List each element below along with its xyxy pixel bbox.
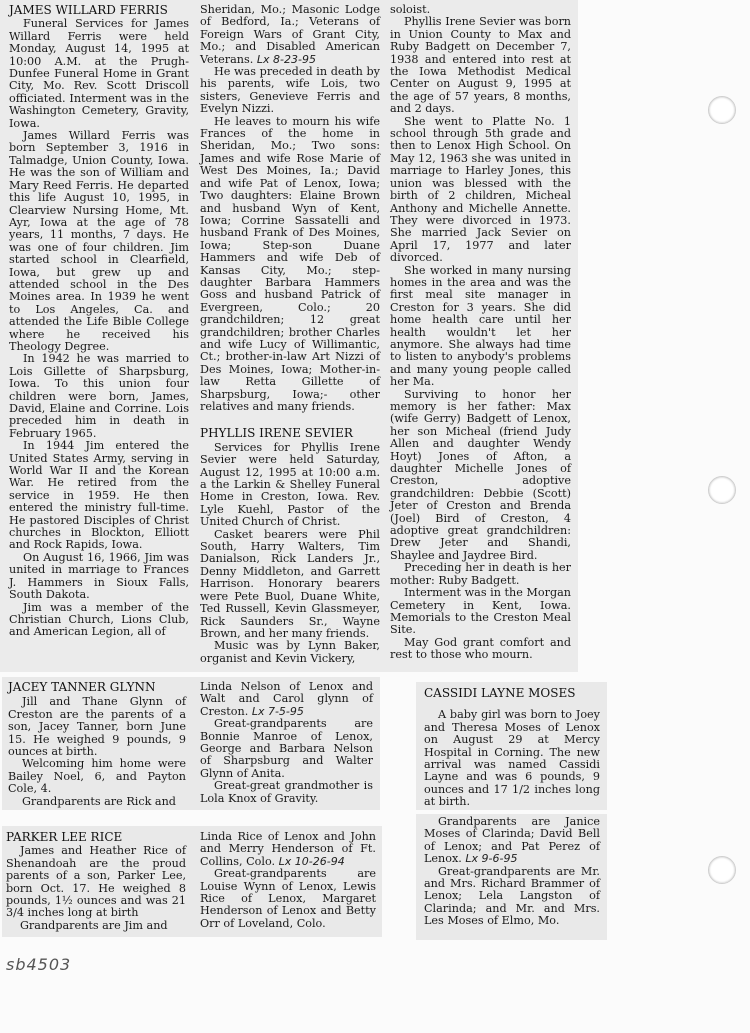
- clipping-moses-bottom: [416, 814, 607, 940]
- rice-continued: [200, 831, 376, 868]
- sevier-continued: soloist.: [390, 3, 431, 16]
- sevier-heading: PHYLLIS IRENE SEVIER: [200, 426, 353, 441]
- sevier-paragraph-9: Interment was in the Morgan Cemetery in Kent, Iowa. Memorials to the Creston Meal Site.: [390, 586, 571, 637]
- rice-heading: PARKER LEE RICE: [6, 830, 123, 844]
- glynn-continued-text: Linda Nelson of Lenox and Walt and Carol glynn of Creston.: [200, 680, 373, 718]
- rice-column-1: [6, 831, 186, 932]
- handwritten-date-note: Lx 9-6-95: [465, 852, 518, 866]
- clipping-rice: [2, 826, 382, 937]
- ferris-paragraph-2: James Willard Ferris was born September 3, 1916 in Talmadge, Union County, Iowa. He was the son of William and Mary Reed Ferris. He departed this life August 10, 1995, in Clearview Nursing Home, Mt. Ayr, Iowa at the age of 78 years, 11 months, 7 days. He was one of four children. Jim started school in Clearfield, Iowa, but grew up and attended school in the Des Moines area. In 1939 he went to Los Angeles, Ca. and attended the Life Bible College where he received his Theology Degree.: [9, 129, 189, 353]
- moses-continued: [424, 816, 600, 866]
- ferris-paragraph-4: In 1944 Jim entered the United States Army, serving in World War II and the Korean War. He retired from the service in 1959. He then entered the ministry full-time. He pastored Disciples of Christ churches in Blockton, Elliott and Rock Rapids, Iowa.: [9, 439, 189, 552]
- sevier-paragraph-2: Casket bearers were Phil South, Harry Walters, Tim Danialson, Rick Landers Jr., Denny Middleton, and Garrett Harrison. Honorary bearers were Pete Buol, Duane White, Ted Russell, Kevin Glassmeyer, Rick Saunders Sr., Wayne Brown, and her many friends.: [200, 527, 380, 640]
- glynn-paragraph-4: Great-grandparents are Bonnie Manroe of Lenox, George and Barbara Nelson of Sharpsburg and Walter Glynn of Anita.: [200, 717, 373, 780]
- ferris-paragraph-5: On August 16, 1966, Jim was united in marriage to Frances J. Hammers in Sioux Falls, South Dakota.: [9, 550, 189, 602]
- sevier-paragraph-10: May God grant comfort and rest to those who mourn.: [390, 635, 571, 662]
- column-1: [9, 4, 189, 639]
- column-3: [390, 4, 571, 662]
- rice-paragraph-2: Grandparents are Jim and: [20, 918, 168, 932]
- glynn-paragraph-5: Great-great grandmother is Lola Knox of Gravity.: [200, 779, 373, 805]
- ferris-paragraph-7: He was preceded in death by his parents, wife Lois, two sisters, Genevieve Ferris and Evelyn Nizzi.: [200, 65, 380, 116]
- moses-heading: CASSIDI LAYNE MOSES: [424, 686, 576, 700]
- column-2: [200, 4, 380, 665]
- clipping-moses-top: [416, 682, 607, 810]
- sevier-paragraph-1: Services for Phyllis Irene Sevier were held Saturday, August 12, 1995 at 10:00 a.m. a the Larkin & Shelley Funeral Home in Creston, Iowa. Rev. Lyle Kuehl, Pastor of the United Church of Christ.: [200, 440, 380, 529]
- glynn-paragraph-2: Welcoming him home were Bailey Noel, 6, and Payton Cole, 4.: [8, 757, 186, 796]
- punch-hole-top: [708, 96, 736, 124]
- glynn-continued: [200, 681, 373, 718]
- handwritten-date-note: Lx 10-26-94: [278, 854, 345, 868]
- rice-paragraph-3: Great-grandparents are Louise Wynn of Lenox, Lewis Rice of Lenox, Margaret Henderson of Lenox and Betty Orr of Loveland, Colo.: [200, 867, 376, 930]
- handwritten-date-note: Lx 8-23-95: [256, 52, 316, 66]
- catalog-number: sb4503: [6, 955, 72, 974]
- moses-continued-text: Grandparents are Janice Moses of Clarinda; David Bell of Lenox; and Pat Perez of Lenox.: [424, 815, 600, 866]
- moses-paragraph-2: Great-grandparents are Mr. and Mrs. Richard Brammer of Lenox; Lela Langston of Clarinda; and Mr. and Mrs. Les Moses of Elmo, Mo.: [424, 864, 600, 928]
- sevier-paragraph-5: She went to Platte No. 1 school through 5th grade and then to Lenox High School. On May 12, 1963 she was united in marriage to Harley Jones, this union was blessed with the birth of 2 children, Micheal Anthony and Michelle Annette. They were divorced in 1973. She married Jack Sevier on April 17, 1977 and later divorced.: [390, 114, 571, 265]
- ferris-paragraph-8: He leaves to mourn his wife Frances of the home in Sheridan, Mo.; Two sons: James and wife Rose Marie of West Des Moines, Ia.; David and wife Pat of Lenox, Iowa; Two daughters: Elaine Brown and husband Wyn of Kent, Iowa; Corrine Sassatelli and husband Frank of Des Moines, Iowa; Step-son Duane Hammers and wife Deb of Kansas City, Mo.; step-daughter Barbara Hammers Goss and husband Patrick of Evergreen, Colo.; 20 grandchildren; 12 great grandchildren; brother Charles and wife Lucy of Willimantic, Ct.; brother-in-law Art Nizzi of Des Moines, Iowa; Mother-in-law Retta Gillette of Sharpsburg, Iowa;- other relatives and many friends.: [200, 114, 380, 413]
- rice-column-2: [200, 831, 376, 930]
- sevier-paragraph-4: Phyllis Irene Sevier was born in Union County to Max and Ruby Badgett on December 7, 1938 and entered into rest at the Iowa Methodist Medical Center on August 9, 1995 at the age of 57 years, 8 months, and 2 days.: [390, 15, 571, 116]
- ferris-continued: [200, 4, 380, 66]
- handwritten-date-note: Lx 7-5-95: [251, 704, 304, 718]
- sevier-paragraph-7: Surviving to honor her memory is her father: Max (wife Gerry) Badgett of Lenox, her son Micheal (friend Judy Allen and daughter Wendy Hoyt) Jones of Afton, a daughter Michelle Jones of Creston, adoptive grandchildren: Debbie (Scott) Jeter of Creston and Brenda (Joel) Bird of Creston, 4 adoptive great grandchildren: Drew Jeter and Shandi, Shaylee and Jaydree Bird.: [390, 387, 571, 562]
- moses-column-1: [424, 687, 600, 809]
- sevier-paragraph-6: She worked in many nursing homes in the area and was the first meal site manager in Creston for 3 years. She did home health care until her health wouldn't let her anymore. She always had time to listen to anybody's problems and many young people called her Ma.: [390, 263, 571, 389]
- rice-continued-text: Linda Rice of Lenox and John and Merry Henderson of Ft. Collins, Colo.: [200, 830, 376, 868]
- glynn-column-2: [200, 681, 373, 805]
- punch-hole-bottom: [708, 856, 736, 884]
- moses-column-2: [424, 816, 600, 928]
- sevier-paragraph-8: Preceding her in death is her mother: Ruby Badgett.: [390, 561, 571, 587]
- ferris-continued-text: Sheridan, Mo.; Masonic Lodge of Bedford, Ia.; Veterans of Foreign Wars of Grant City, Mo.; and Disabled American Veterans.: [200, 3, 380, 66]
- ferris-heading: JAMES WILLARD FERRIS: [9, 3, 168, 17]
- moses-paragraph-1: A baby girl was born to Joey and Theresa Moses of Lenox on August 29 at Mercy Hospital in Corning. The new arrival was named Cassidi Layne and was 6 pounds, 9 ounces and 17 1/2 inches long at birth.: [424, 708, 600, 809]
- glynn-paragraph-3: Grandparents are Rick and: [22, 794, 176, 808]
- glynn-column-1: [8, 681, 186, 808]
- sevier-paragraph-3: Music was by Lynn Baker, organist and Kevin Vickery,: [200, 639, 380, 665]
- ferris-paragraph-1: Funeral Services for James Willard Ferris were held Monday, August 14, 1995 at 10:00 A.M. at the Prugh-Dunfee Funeral Home in Grant City, Mo. Rev. Scott Driscoll officiated. Interment was in the Washington Cemetery, Gravity, Iowa.: [9, 17, 189, 130]
- ferris-paragraph-6: Jim was a member of the Christian Church, Lions Club, and American Legion, all of: [9, 600, 189, 639]
- glynn-heading: JACEY TANNER GLYNN: [8, 680, 156, 694]
- punch-hole-middle: [708, 476, 736, 504]
- rice-paragraph-1: James and Heather Rice of Shenandoah are the proud parents of a son, Parker Lee, born Oct. 17. He weighed 8 pounds, 1½ ounces and was 21 3/4 inches long at birth: [6, 844, 186, 920]
- glynn-paragraph-1: Jill and Thane Glynn of Creston are the parents of a son, Jacey Tanner, born June 15. He weighed 9 pounds, 9 ounces at birth.: [8, 695, 186, 759]
- ferris-paragraph-3: In 1942 he was married to Lois Gillette of Sharpsburg, Iowa. To this union four children were born, James, David, Elaine and Corrine. Lois preceded him in death in February 1965.: [9, 352, 189, 440]
- clipping-glynn: [2, 677, 380, 810]
